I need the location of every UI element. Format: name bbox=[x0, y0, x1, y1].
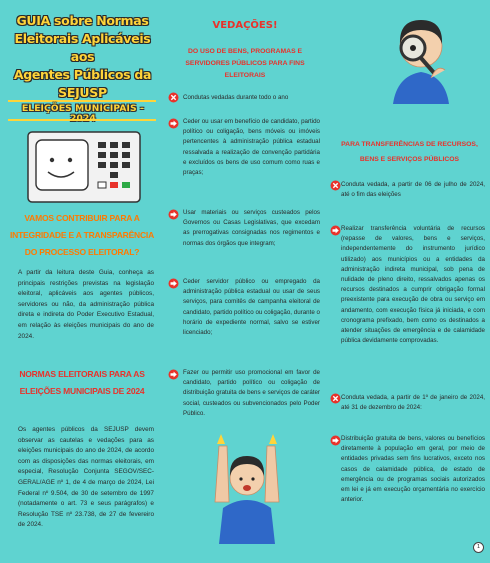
x-circle-icon bbox=[330, 393, 341, 404]
transfer-text: Distribuição gratuita de bens, valores ou benefícios diretamente à população em geral, por meio de entidades privadas sem fins lucrativos, exceto nos casos de calamidade pública, de estado de emergência ou de programas sociais autorizados em lei e já em execução orçamentária no exercício anterior. bbox=[341, 435, 485, 504]
prohibition-text: Usar materiais ou serviços custeados pelos Governos ou Casas Legislativas, que excedam as prerrogativas consignadas nos regimentos e normas dos órgãos que integram; bbox=[183, 209, 320, 247]
prohibitions-title: VEDAÇÕES! bbox=[212, 20, 278, 31]
x-circle-icon bbox=[330, 180, 341, 191]
transfer-text: Conduta vedada, a partir de 06 de julho de 2024, até o fim das eleições bbox=[341, 181, 485, 199]
arrow-right-icon bbox=[168, 209, 179, 220]
x-circle-icon bbox=[168, 92, 179, 103]
arrow-right-icon bbox=[168, 369, 179, 380]
magnifier-person-illustration bbox=[383, 6, 469, 104]
norms-paragraph: Os agentes públicos da SEJUSP devem observar as cautelas e vedações para as eleições municipais do ano de 2024, de acordo com as disposições das normas eleitorais, em especial, Resolução Conjunta SEGOV/SEC-GERAL/AGE nº 1, de 4 de março de 2024, Lei Federal nº 9.504, de 30 de setembro de 1997 (notadamente o art. 73 e seus parágrafos) e Resolução TSE nº 23.738, de 27 de fevereiro de 2024. bbox=[18, 426, 154, 529]
page-number: 1 bbox=[473, 542, 484, 553]
guide-title-line: Agentes Públicos da SEJUSP bbox=[13, 67, 152, 100]
prohibition-text: Fazer ou permitir uso promocional em favor de candidato, partido político ou coligação de distribuição gratuita de bens e serviços de caráter social, custeados ou subvencionados pelo Poder Público. bbox=[183, 369, 320, 417]
divider bbox=[8, 119, 156, 121]
arrow-right-icon bbox=[168, 278, 179, 289]
norms-heading: NORMAS ELEITORAIS PARA AS ELEIÇÕES MUNICIPAIS DE 2024 bbox=[19, 369, 145, 396]
transfer-text: Conduta vedada, a partir de 1º de janeiro de 2024, até 31 de dezembro de 2024: bbox=[341, 394, 485, 412]
guide-title bbox=[10, 12, 155, 102]
transfer-text: Realizar transferência voluntária de recursos (repasse de valores, bens e serviços, independentemente do instrumento jurídico utilizado) aos municípios ou a entidades da administração indireta municipal, sob pena de nulidade de pleno direito, ressalvados apenas os recursos destinados a cumprir obrigação formal preexistente para execução de obra ou serviço em andamento, com execução física já iniciada, e com cronograma prefixado, bem como os destinados a atender situações de emergência e de calamidade pública devidamente comprovadas. bbox=[341, 225, 485, 345]
arrow-right-icon bbox=[168, 118, 179, 129]
cover-panel bbox=[0, 0, 163, 563]
pointing-person-illustration bbox=[209, 432, 285, 544]
prohibitions-subtitle: DO USO DE BENS, PROGRAMAS E SERVIDORES PÚBLICOS PARA FINS ELEITORAIS bbox=[185, 48, 305, 79]
guide-title-line: GUIA sobre Normas bbox=[16, 13, 149, 28]
transfers-panel bbox=[327, 0, 490, 563]
prohibitions-panel bbox=[163, 0, 327, 563]
prohibition-text: Ceder ou usar em benefício de candidato, partido político ou coligação, bens móveis ou imóveis pertencentes à administração pública estadual ressalvada a realização de convenção partidária e excluídos os bens de uso comum como ruas e praças; bbox=[183, 118, 320, 177]
intro-heading: VAMOS CONTRIBUIR PARA A INTEGRIDADE E A TRANSPARÊNCIA DO PROCESSO ELEITORAL? bbox=[9, 213, 155, 257]
election-label: ELEIÇÕES MUNICIPAIS - bbox=[21, 104, 145, 114]
intro-paragraph: A partir da leitura deste Guia, conheça as principais restrições previstas na legislação eleitoral, aplicáveis aos agentes públicos, servidores ou não, da administração pública direta e indireta do Poder Executivo Estadual, em relação às eleições municipais do ano de 2024. bbox=[18, 269, 154, 340]
ballot-box-icon bbox=[26, 128, 142, 204]
prohibition-text: Ceder servidor público ou empregado da administração pública estadual ou usar de seus serviços, para comitês de campanha eleitoral de candidato, partido político ou coligação, durante o horário de expediente normal, salvo se estiver licenciado; bbox=[183, 278, 320, 337]
transfers-heading: PARA TRANSFERÊNCIAS DE RECURSOS, BENS E SERVIÇOS PÚBLICOS bbox=[341, 141, 478, 163]
divider bbox=[8, 100, 156, 102]
arrow-right-icon bbox=[330, 225, 341, 236]
guide-title-line: Eleitorais Aplicáveis aos bbox=[14, 31, 151, 64]
arrow-right-icon bbox=[330, 435, 341, 446]
prohibition-text: Condutas vedadas durante todo o ano bbox=[183, 94, 289, 101]
